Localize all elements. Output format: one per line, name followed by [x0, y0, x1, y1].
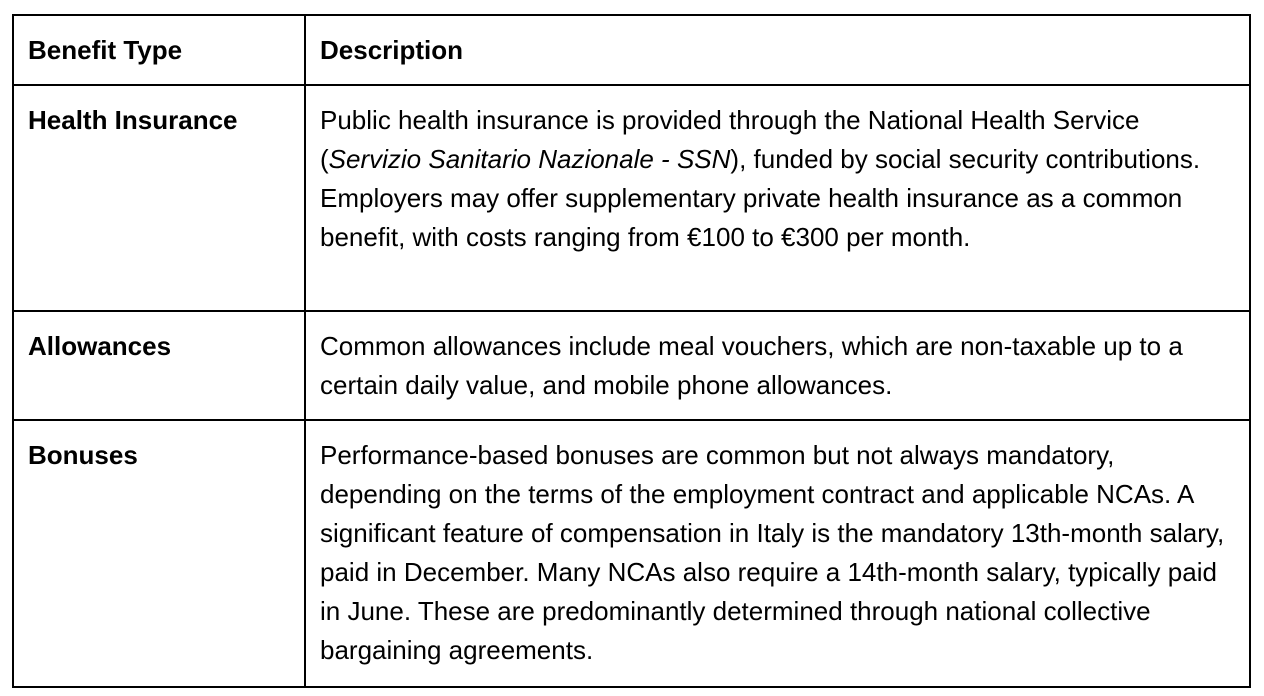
table-row-bonuses: [13, 420, 1250, 687]
description-cell: Performance-based bonuses are common but not always mandatory, depending on the terms of the employment contract and applicable NCAs. A significant feature of compensation in Italy is the mandatory 13th-month salary, paid in December. Many NCAs also require a 14th-month salary, typically paid in June. These are predominantly determined through national collective bargaining agreements.: [305, 420, 1250, 687]
header-benefit-type: Benefit Type: [13, 15, 305, 85]
table-row-allowances: [13, 311, 1250, 420]
description-text: ), funded by social security contributions. Employers may offer supplementary private health insurance as a common benefit, with costs ranging from €100 to €300 per month.: [320, 144, 1201, 252]
description-cell: Common allowances include meal vouchers, which are non-taxable up to a certain daily value, and mobile phone allowances.: [305, 311, 1250, 420]
description-cell: [305, 85, 1250, 311]
description-text: Public health insurance is provided through the National Health Service (: [320, 105, 1140, 174]
header-description: Description: [305, 15, 1250, 85]
benefits-table: [12, 14, 1251, 688]
table-header-row: [13, 15, 1250, 85]
table-row-health-insurance: [13, 85, 1250, 311]
benefit-type-cell: Health Insurance: [13, 85, 305, 311]
benefit-type-cell: Bonuses: [13, 420, 305, 687]
description-italic-text: Servizio Sanitario Nazionale - SSN: [328, 144, 731, 174]
benefit-type-cell: Allowances: [13, 311, 305, 420]
